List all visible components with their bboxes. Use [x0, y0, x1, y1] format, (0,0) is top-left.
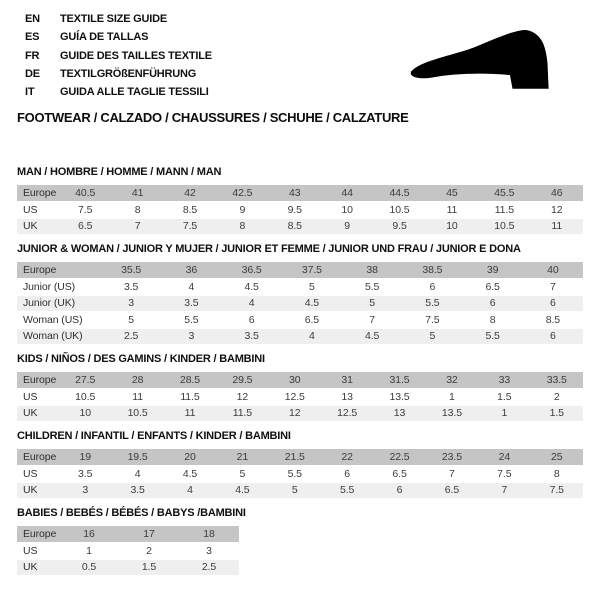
size-cell: 4	[282, 328, 342, 345]
row-label: Woman (US)	[17, 312, 101, 329]
language-title: TEXTILE SIZE GUIDE	[60, 13, 168, 25]
table-row	[17, 218, 583, 235]
size-table-babies	[17, 526, 239, 576]
size-cell: 3.5	[161, 295, 221, 312]
size-cell: 7	[426, 466, 478, 483]
size-cell: 1	[59, 543, 119, 560]
size-cell: 11.5	[216, 405, 268, 422]
size-cell: 3	[179, 543, 239, 560]
size-cell: 5	[216, 466, 268, 483]
size-cell: 10	[426, 218, 478, 235]
size-cell: 38.5	[402, 262, 462, 279]
section-man	[17, 166, 583, 235]
size-cell: 4	[164, 482, 216, 499]
section-kids	[17, 353, 583, 422]
size-cell: 42	[164, 185, 216, 202]
size-cell: 8	[216, 218, 268, 235]
size-cell: 3.5	[59, 466, 111, 483]
size-cell: 2.5	[101, 328, 161, 345]
size-cell: 22.5	[373, 449, 425, 466]
table-row	[17, 262, 583, 279]
row-label: UK	[17, 218, 59, 235]
size-cell: 12	[531, 202, 583, 219]
size-cell: 5.5	[269, 466, 321, 483]
size-cell: 6	[463, 295, 523, 312]
size-cell: 6.5	[373, 466, 425, 483]
size-cell: 5	[342, 295, 402, 312]
section-title-babies: BABIES / BEBÉS / BÉBÉS / BABYS /BAMBINI	[17, 507, 246, 519]
size-cell: 27.5	[59, 372, 111, 389]
size-cell: 6.5	[426, 482, 478, 499]
size-cell: 11	[164, 405, 216, 422]
size-cell: 29.5	[216, 372, 268, 389]
size-cell: 10.5	[373, 202, 425, 219]
dress-shoe-icon	[392, 20, 578, 106]
language-title: GUIDE DES TAILLES TEXTILE	[60, 49, 212, 62]
size-cell: 4.5	[282, 295, 342, 312]
size-cell: 31	[321, 372, 373, 389]
size-cell: 6	[523, 295, 583, 312]
size-cell: 6	[402, 279, 462, 296]
size-cell: 7.5	[59, 202, 111, 219]
size-cell: 4.5	[342, 328, 402, 345]
size-cell: 9.5	[269, 202, 321, 219]
table-row	[17, 279, 583, 296]
size-cell: 10.5	[111, 405, 163, 422]
size-cell: 33.5	[531, 372, 583, 389]
size-cell: 19.5	[111, 449, 163, 466]
size-cell: 7.5	[402, 312, 462, 329]
size-cell: 8.5	[523, 312, 583, 329]
section-title-man: MAN / HOMBRE / HOMME / MANN / MAN	[17, 166, 222, 178]
size-cell: 7.5	[531, 482, 583, 499]
size-cell: 3	[161, 328, 221, 345]
size-cell: 35.5	[101, 262, 161, 279]
language-title: TEXTILGRÖßENFÜHRUNG	[60, 67, 197, 80]
size-cell: 5.5	[161, 312, 221, 329]
row-label: Woman (UK)	[17, 328, 101, 345]
size-cell: 43	[269, 185, 321, 202]
size-cell: 13.5	[373, 389, 425, 406]
size-cell: 7.5	[164, 218, 216, 235]
size-cell: 39	[463, 262, 523, 279]
size-cell: 20	[164, 449, 216, 466]
size-cell: 33	[478, 372, 530, 389]
size-cell: 10	[321, 202, 373, 219]
language-code: ES	[25, 31, 40, 44]
size-cell: 10.5	[59, 389, 111, 406]
size-cell: 6	[321, 466, 373, 483]
size-cell: 11	[426, 202, 478, 219]
size-cell: 6	[373, 482, 425, 499]
size-cell: 1.5	[478, 389, 530, 406]
size-cell: 3.5	[222, 328, 282, 345]
table-row	[17, 295, 583, 312]
row-label: US	[17, 389, 59, 406]
size-cell: 13	[321, 389, 373, 406]
size-cell: 5.5	[463, 328, 523, 345]
size-cell: 16	[59, 526, 119, 543]
size-cell: 19	[59, 449, 111, 466]
size-cell: 4.5	[222, 279, 282, 296]
table-row	[17, 312, 583, 329]
size-cell: 21.5	[269, 449, 321, 466]
size-cell: 5.5	[402, 295, 462, 312]
size-cell: 17	[119, 526, 179, 543]
size-cell: 7	[111, 218, 163, 235]
table-row	[17, 559, 239, 576]
size-cell: 44.5	[373, 185, 425, 202]
size-cell: 7.5	[478, 466, 530, 483]
size-cell: 9	[321, 218, 373, 235]
size-cell: 8.5	[164, 202, 216, 219]
language-code: EN	[25, 13, 40, 25]
size-cell: 1.5	[531, 405, 583, 422]
size-cell: 38	[342, 262, 402, 279]
language-code: DE	[25, 67, 40, 80]
size-cell: 11	[111, 389, 163, 406]
size-cell: 9.5	[373, 218, 425, 235]
size-cell: 8	[531, 466, 583, 483]
size-cell: 25	[531, 449, 583, 466]
row-label: US	[17, 466, 59, 483]
language-code: FR	[25, 49, 40, 62]
size-cell: 5	[269, 482, 321, 499]
size-cell: 8.5	[269, 218, 321, 235]
size-cell: 5	[282, 279, 342, 296]
size-table-kids	[17, 372, 583, 422]
language-row-en	[25, 10, 212, 28]
size-cell: 12.5	[321, 405, 373, 422]
size-cell: 11	[531, 218, 583, 235]
size-cell: 40	[523, 262, 583, 279]
size-cell: 3	[101, 295, 161, 312]
size-cell: 2.5	[179, 559, 239, 576]
size-cell: 4	[161, 279, 221, 296]
size-cell: 1	[426, 389, 478, 406]
size-cell: 4	[222, 295, 282, 312]
table-row	[17, 482, 583, 499]
size-cell: 11.5	[478, 202, 530, 219]
size-cell: 28	[111, 372, 163, 389]
section-title-kids: KIDS / NIÑOS / DES GAMINS / KINDER / BAMBINI	[17, 353, 265, 365]
size-cell: 41	[111, 185, 163, 202]
language-title: GUIDA ALLE TAGLIE TESSILI	[60, 86, 209, 99]
size-cell: 22	[321, 449, 373, 466]
size-cell: 6	[523, 328, 583, 345]
size-cell: 7	[523, 279, 583, 296]
table-row	[17, 526, 239, 543]
table-row	[17, 202, 583, 219]
language-title: GUÍA DE TALLAS	[60, 31, 149, 44]
row-label: UK	[17, 482, 59, 499]
size-cell: 6.5	[282, 312, 342, 329]
size-cell: 36.5	[222, 262, 282, 279]
table-row	[17, 405, 583, 422]
size-cell: 1.5	[119, 559, 179, 576]
size-cell: 3.5	[101, 279, 161, 296]
size-cell: 18	[179, 526, 239, 543]
table-row	[17, 466, 583, 483]
table-row	[17, 372, 583, 389]
table-row	[17, 328, 583, 345]
language-row-de	[25, 65, 212, 83]
size-cell: 4.5	[164, 466, 216, 483]
size-cell: 42.5	[216, 185, 268, 202]
size-cell: 0.5	[59, 559, 119, 576]
language-row-fr	[25, 47, 212, 65]
row-label: Europe	[17, 262, 101, 279]
size-cell: 6	[222, 312, 282, 329]
size-table-junior-woman	[17, 262, 583, 345]
table-row	[17, 543, 239, 560]
size-cell: 3	[59, 482, 111, 499]
section-title-children: CHILDREN / INFANTIL / ENFANTS / KINDER / BAMBINI	[17, 430, 291, 442]
row-label: UK	[17, 405, 59, 422]
size-tables	[17, 166, 583, 576]
size-cell: 28.5	[164, 372, 216, 389]
table-row	[17, 449, 583, 466]
size-cell: 37.5	[282, 262, 342, 279]
language-row-es	[25, 28, 212, 46]
size-cell: 46	[531, 185, 583, 202]
size-cell: 4	[111, 466, 163, 483]
size-cell: 23.5	[426, 449, 478, 466]
size-cell: 44	[321, 185, 373, 202]
size-cell: 7	[342, 312, 402, 329]
category-title: FOOTWEAR / CALZADO / CHAUSSURES / SCHUHE / CALZATURE	[17, 110, 409, 125]
language-row-it	[25, 83, 212, 101]
size-cell: 3.5	[111, 482, 163, 499]
size-cell: 13	[373, 405, 425, 422]
row-label: Europe	[17, 526, 59, 543]
size-cell: 8	[111, 202, 163, 219]
size-cell: 4.5	[216, 482, 268, 499]
size-cell: 45.5	[478, 185, 530, 202]
row-label: Europe	[17, 372, 59, 389]
language-list	[25, 10, 212, 101]
size-cell: 30	[269, 372, 321, 389]
table-row	[17, 185, 583, 202]
size-cell: 8	[463, 312, 523, 329]
size-cell: 9	[216, 202, 268, 219]
table-row	[17, 389, 583, 406]
size-cell: 7	[478, 482, 530, 499]
size-cell: 6.5	[59, 218, 111, 235]
section-junior-woman	[17, 243, 583, 345]
size-cell: 6.5	[463, 279, 523, 296]
size-cell: 5	[402, 328, 462, 345]
size-cell: 40.5	[59, 185, 111, 202]
size-cell: 12.5	[269, 389, 321, 406]
size-cell: 12	[269, 405, 321, 422]
size-cell: 5.5	[321, 482, 373, 499]
row-label: Junior (UK)	[17, 295, 101, 312]
size-cell: 12	[216, 389, 268, 406]
size-table-man	[17, 185, 583, 235]
row-label: US	[17, 543, 59, 560]
size-cell: 10	[59, 405, 111, 422]
size-cell: 21	[216, 449, 268, 466]
size-cell: 1	[478, 405, 530, 422]
row-label: Junior (US)	[17, 279, 101, 296]
section-title-junior-woman: JUNIOR & WOMAN / JUNIOR Y MUJER / JUNIOR ET FEMME / JUNIOR UND FRAU / JUNIOR E DONA	[17, 243, 521, 255]
size-cell: 24	[478, 449, 530, 466]
size-cell: 2	[119, 543, 179, 560]
size-cell: 13.5	[426, 405, 478, 422]
language-code: IT	[25, 86, 35, 99]
size-cell: 36	[161, 262, 221, 279]
row-label: UK	[17, 559, 59, 576]
size-cell: 2	[531, 389, 583, 406]
section-babies	[17, 507, 583, 576]
size-table-children	[17, 449, 583, 499]
row-label: Europe	[17, 449, 59, 466]
row-label: Europe	[17, 185, 59, 202]
section-children	[17, 430, 583, 499]
size-cell: 31.5	[373, 372, 425, 389]
size-cell: 5	[101, 312, 161, 329]
size-cell: 11.5	[164, 389, 216, 406]
size-cell: 5.5	[342, 279, 402, 296]
size-cell: 32	[426, 372, 478, 389]
row-label: US	[17, 202, 59, 219]
size-cell: 45	[426, 185, 478, 202]
size-cell: 10.5	[478, 218, 530, 235]
